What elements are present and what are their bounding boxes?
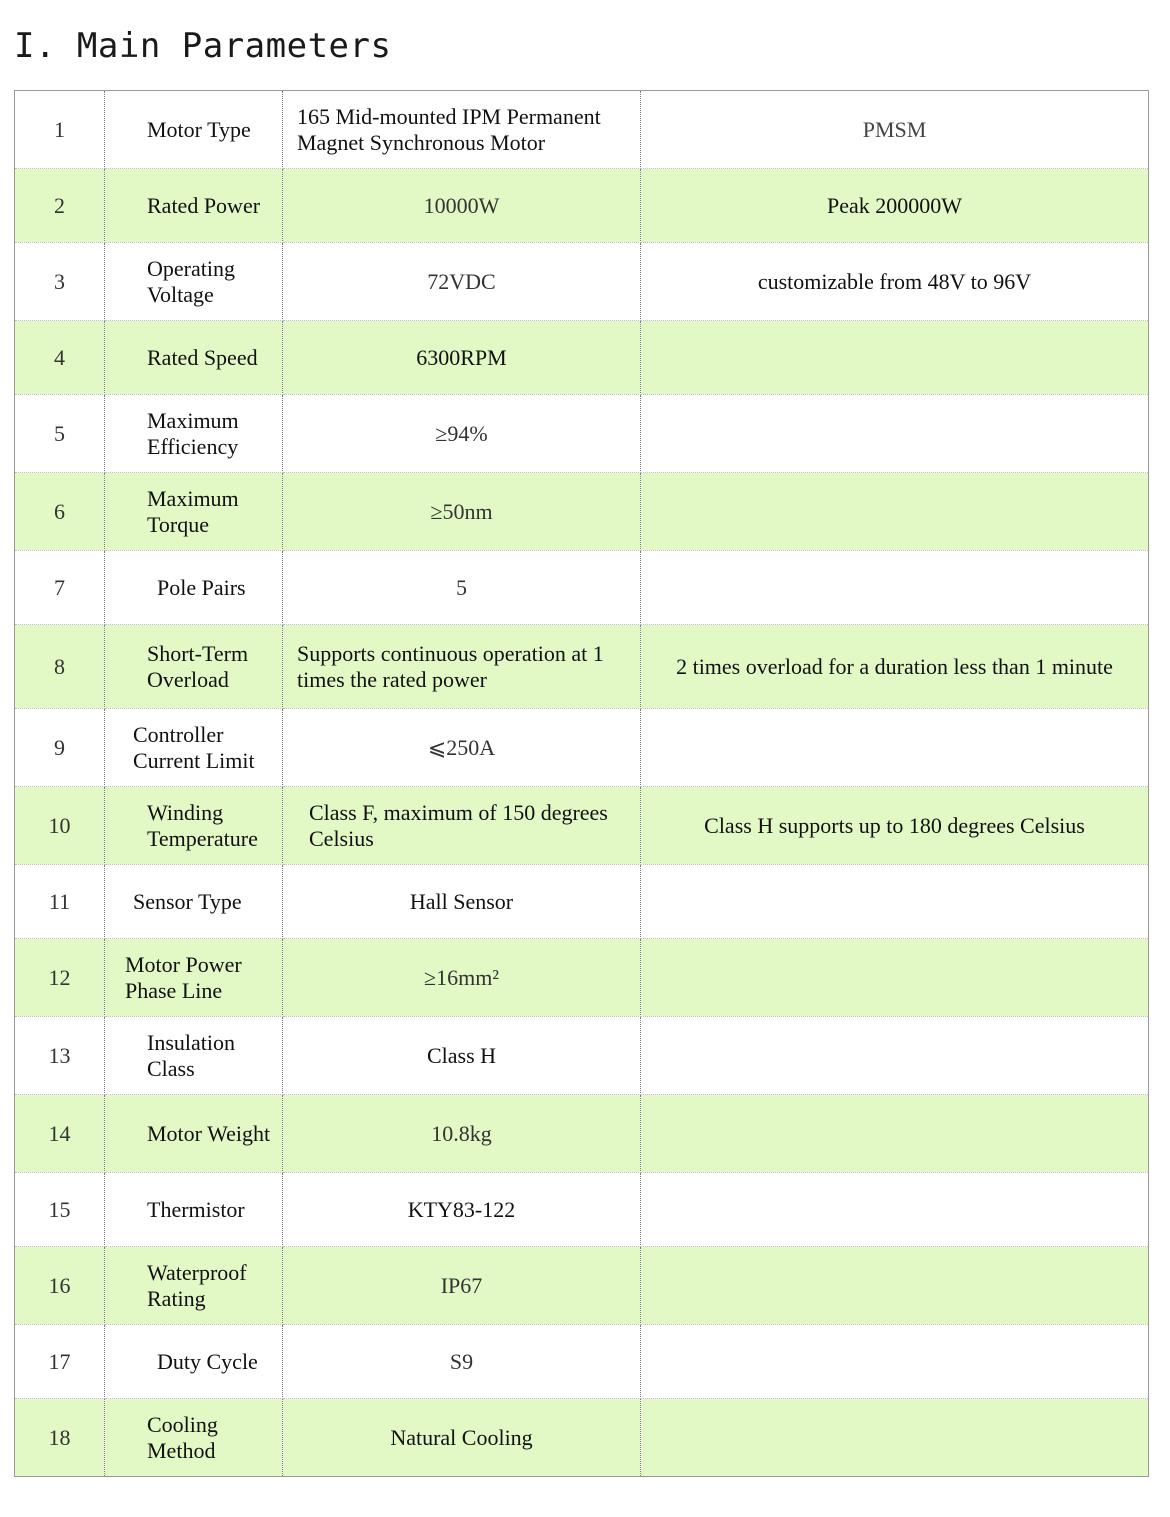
parameter-note: Peak 200000W [641,169,1149,243]
row-number: 8 [15,625,105,709]
table-row [15,1247,1149,1325]
row-number: 5 [15,395,105,473]
table-row [15,1017,1149,1095]
row-number: 9 [15,709,105,787]
parameter-value: 72VDC [283,243,641,321]
parameter-note [641,551,1149,625]
parameter-value: 165 Mid-mounted IPM Permanent Magnet Synchronous Motor [283,91,641,169]
row-number: 11 [15,865,105,939]
parameter-note: Class H supports up to 180 degrees Celsius [641,787,1149,865]
parameter-name: Sensor Type [105,865,283,939]
parameter-name: Maximum Torque [105,473,283,551]
parameter-value: 10.8kg [283,1095,641,1173]
parameter-value: Class H [283,1017,641,1095]
parameter-name: Operating Voltage [105,243,283,321]
parameter-name: Cooling Method [105,1399,283,1477]
table-row [15,865,1149,939]
table-row [15,395,1149,473]
row-number: 15 [15,1173,105,1247]
table-row [15,939,1149,1017]
table-row [15,1325,1149,1399]
parameter-value: ⩽250A [283,709,641,787]
parameter-name: Thermistor [105,1173,283,1247]
parameter-name: Waterproof Rating [105,1247,283,1325]
parameter-name: Rated Speed [105,321,283,395]
parameter-value: IP67 [283,1247,641,1325]
parameter-note [641,1017,1149,1095]
row-number: 12 [15,939,105,1017]
table-row [15,1095,1149,1173]
parameter-note [641,1095,1149,1173]
row-number: 10 [15,787,105,865]
parameter-name: Duty Cycle [105,1325,283,1399]
parameter-value: Class F, maximum of 150 degrees Celsius [283,787,641,865]
table-row [15,625,1149,709]
table-row [15,551,1149,625]
parameter-name: Winding Temperature [105,787,283,865]
table-row [15,787,1149,865]
row-number: 14 [15,1095,105,1173]
parameter-name: Motor Type [105,91,283,169]
parameter-value: ≥50nm [283,473,641,551]
table-row [15,473,1149,551]
row-number: 4 [15,321,105,395]
row-number: 16 [15,1247,105,1325]
parameter-value: S9 [283,1325,641,1399]
parameter-note [641,939,1149,1017]
parameter-value: ≥16mm² [283,939,641,1017]
row-number: 3 [15,243,105,321]
parameter-name: Short-Term Overload [105,625,283,709]
parameter-value: ≥94% [283,395,641,473]
parameter-name: Maximum Efficiency [105,395,283,473]
parameter-note [641,1247,1149,1325]
parameter-note [641,1325,1149,1399]
parameter-value: Natural Cooling [283,1399,641,1477]
parameter-value: Hall Sensor [283,865,641,939]
parameter-note [641,709,1149,787]
page-title: I. Main Parameters [14,26,392,66]
row-number: 1 [15,91,105,169]
parameter-name: Motor Power Phase Line [105,939,283,1017]
parameter-note [641,473,1149,551]
parameter-note [641,1399,1149,1477]
parameter-value: 6300RPM [283,321,641,395]
parameter-note: customizable from 48V to 96V [641,243,1149,321]
parameter-value: KTY83-122 [283,1173,641,1247]
parameter-value: 10000W [283,169,641,243]
row-number: 13 [15,1017,105,1095]
parameter-note: PMSM [641,91,1149,169]
parameter-note: 2 times overload for a duration less than 1 minute [641,625,1149,709]
table-row [15,709,1149,787]
parameter-note [641,1173,1149,1247]
table-row [15,321,1149,395]
parameter-name: Insulation Class [105,1017,283,1095]
parameter-value: 5 [283,551,641,625]
parameter-name: Pole Pairs [105,551,283,625]
row-number: 17 [15,1325,105,1399]
parameter-note [641,865,1149,939]
main-parameters-table [14,90,1149,1477]
table-row [15,1173,1149,1247]
parameter-name: Rated Power [105,169,283,243]
parameter-note [641,395,1149,473]
table-row [15,1399,1149,1477]
parameter-note [641,321,1149,395]
parameter-value: Supports continuous operation at 1 times the rated power [283,625,641,709]
table-row [15,91,1149,169]
row-number: 2 [15,169,105,243]
parameter-name: Motor Weight [105,1095,283,1173]
row-number: 6 [15,473,105,551]
row-number: 18 [15,1399,105,1477]
row-number: 7 [15,551,105,625]
parameter-name: Controller Current Limit [105,709,283,787]
table-row [15,243,1149,321]
table-row [15,169,1149,243]
